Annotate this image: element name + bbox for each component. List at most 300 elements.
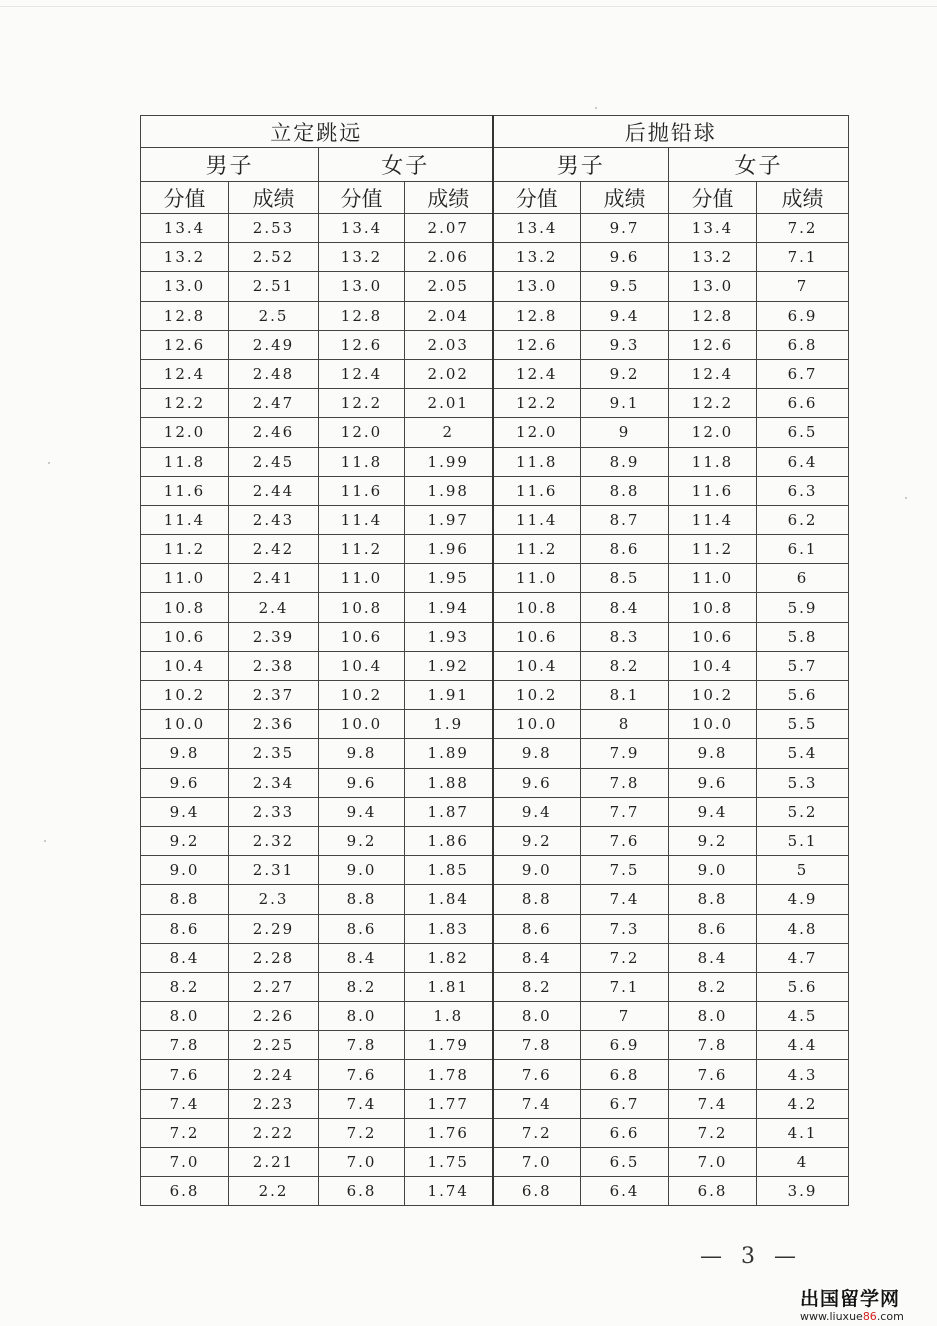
cell-score-value: 9.0 xyxy=(319,856,405,885)
cell-result: 2.03 xyxy=(405,330,493,359)
cell-score-value: 9.0 xyxy=(669,856,757,885)
cell-score-value: 9.8 xyxy=(669,739,757,768)
cell-result: 4.9 xyxy=(757,885,849,914)
cell-result: 4.1 xyxy=(757,1118,849,1147)
cell-score-value: 9.4 xyxy=(669,797,757,826)
cell-score-value: 10.2 xyxy=(141,681,229,710)
cell-score-value: 8.0 xyxy=(669,1002,757,1031)
cell-score-value: 10.8 xyxy=(319,593,405,622)
watermark-url xyxy=(800,1311,930,1322)
cell-result: 9 xyxy=(581,418,669,447)
scan-speck xyxy=(44,840,46,842)
scan-speck xyxy=(595,107,597,109)
cell-score-value: 8.4 xyxy=(141,943,229,972)
table-row xyxy=(141,359,849,388)
cell-score-value: 10.2 xyxy=(669,681,757,710)
cell-result: 2.33 xyxy=(229,797,319,826)
cell-score-value: 12.2 xyxy=(493,389,581,418)
cell-result: 7.5 xyxy=(581,856,669,885)
column-header-score-value: 分值 xyxy=(141,182,229,214)
column-header-result: 成绩 xyxy=(581,182,669,214)
cell-score-value: 12.6 xyxy=(669,330,757,359)
cell-score-value: 7.0 xyxy=(141,1148,229,1177)
table-row xyxy=(141,914,849,943)
cell-score-value: 7.4 xyxy=(141,1089,229,1118)
cell-result: 2.37 xyxy=(229,681,319,710)
cell-score-value: 7.8 xyxy=(493,1031,581,1060)
cell-result: 6.6 xyxy=(757,389,849,418)
cell-score-value: 8.8 xyxy=(493,885,581,914)
cell-result: 1.76 xyxy=(405,1118,493,1147)
cell-score-value: 12.6 xyxy=(141,330,229,359)
cell-score-value: 13.0 xyxy=(669,272,757,301)
cell-result: 2 xyxy=(405,418,493,447)
cell-score-value: 9.2 xyxy=(141,826,229,855)
cell-score-value: 7.0 xyxy=(319,1148,405,1177)
cell-score-value: 7.6 xyxy=(319,1060,405,1089)
cell-score-value: 7.8 xyxy=(319,1031,405,1060)
cell-result: 6.6 xyxy=(581,1118,669,1147)
cell-score-value: 6.8 xyxy=(493,1177,581,1206)
cell-score-value: 10.6 xyxy=(141,622,229,651)
cell-result: 8.8 xyxy=(581,476,669,505)
cell-result: 4.4 xyxy=(757,1031,849,1060)
cell-result: 2.36 xyxy=(229,710,319,739)
cell-score-value: 11.6 xyxy=(493,476,581,505)
cell-score-value: 11.0 xyxy=(141,564,229,593)
cell-result: 6.5 xyxy=(581,1148,669,1177)
cell-result: 2.51 xyxy=(229,272,319,301)
cell-score-value: 12.0 xyxy=(669,418,757,447)
cell-result: 4.2 xyxy=(757,1089,849,1118)
cell-score-value: 8.8 xyxy=(319,885,405,914)
cell-score-value: 10.0 xyxy=(319,710,405,739)
cell-score-value: 13.4 xyxy=(141,214,229,243)
cell-result: 1.88 xyxy=(405,768,493,797)
watermark-url-prefix: www.liuxue xyxy=(800,1310,863,1323)
sex-header-row xyxy=(141,148,849,182)
cell-score-value: 8.0 xyxy=(319,1002,405,1031)
cell-result: 5.8 xyxy=(757,622,849,651)
cell-result: 2.48 xyxy=(229,359,319,388)
cell-result: 2.34 xyxy=(229,768,319,797)
cell-result: 5 xyxy=(757,856,849,885)
cell-score-value: 8.6 xyxy=(319,914,405,943)
cell-result: 6.9 xyxy=(581,1031,669,1060)
table-row xyxy=(141,943,849,972)
cell-score-value: 10.8 xyxy=(669,593,757,622)
cell-score-value: 11.0 xyxy=(319,564,405,593)
cell-score-value: 13.2 xyxy=(319,243,405,272)
cell-result: 2.27 xyxy=(229,972,319,1001)
cell-result: 6.8 xyxy=(581,1060,669,1089)
cell-result: 4.8 xyxy=(757,914,849,943)
cell-score-value: 11.0 xyxy=(493,564,581,593)
table-row xyxy=(141,1031,849,1060)
cell-result: 2.29 xyxy=(229,914,319,943)
cell-score-value: 11.4 xyxy=(493,505,581,534)
cell-score-value: 6.8 xyxy=(669,1177,757,1206)
cell-score-value: 12.6 xyxy=(493,330,581,359)
cell-score-value: 13.2 xyxy=(493,243,581,272)
group-header-backward-shot-throw: 后抛铅球 xyxy=(493,116,849,148)
column-header-row xyxy=(141,182,849,214)
cell-score-value: 9.0 xyxy=(493,856,581,885)
table-row xyxy=(141,739,849,768)
table-row xyxy=(141,564,849,593)
cell-score-value: 12.6 xyxy=(319,330,405,359)
cell-score-value: 7.6 xyxy=(493,1060,581,1089)
cell-result: 8.9 xyxy=(581,447,669,476)
cell-score-value: 7.0 xyxy=(493,1148,581,1177)
cell-score-value: 11.2 xyxy=(141,535,229,564)
cell-result: 7 xyxy=(581,1002,669,1031)
cell-result: 5.3 xyxy=(757,768,849,797)
cell-score-value: 11.4 xyxy=(141,505,229,534)
cell-score-value: 8.2 xyxy=(493,972,581,1001)
table-row xyxy=(141,1118,849,1147)
cell-score-value: 12.8 xyxy=(141,301,229,330)
table-row xyxy=(141,885,849,914)
table-row xyxy=(141,681,849,710)
score-table-body xyxy=(141,214,849,1206)
cell-result: 4 xyxy=(757,1148,849,1177)
cell-score-value: 11.4 xyxy=(319,505,405,534)
column-header-score-value: 分值 xyxy=(493,182,581,214)
cell-result: 2.3 xyxy=(229,885,319,914)
cell-result: 6.7 xyxy=(757,359,849,388)
cell-score-value: 8.4 xyxy=(493,943,581,972)
cell-score-value: 13.0 xyxy=(493,272,581,301)
table-row xyxy=(141,768,849,797)
cell-score-value: 12.2 xyxy=(669,389,757,418)
sex-header-female: 女子 xyxy=(669,148,849,182)
group-header-row xyxy=(141,116,849,148)
table-row xyxy=(141,826,849,855)
cell-score-value: 13.4 xyxy=(493,214,581,243)
table-row xyxy=(141,856,849,885)
cell-result: 2.42 xyxy=(229,535,319,564)
cell-score-value: 10.4 xyxy=(669,651,757,680)
cell-score-value: 12.4 xyxy=(669,359,757,388)
cell-score-value: 10.6 xyxy=(319,622,405,651)
cell-result: 2.05 xyxy=(405,272,493,301)
table-row xyxy=(141,593,849,622)
cell-score-value: 12.2 xyxy=(319,389,405,418)
cell-result: 2.39 xyxy=(229,622,319,651)
cell-score-value: 13.4 xyxy=(669,214,757,243)
cell-result: 7.6 xyxy=(581,826,669,855)
column-header-result: 成绩 xyxy=(229,182,319,214)
table-row xyxy=(141,797,849,826)
cell-result: 5.2 xyxy=(757,797,849,826)
cell-score-value: 7.2 xyxy=(493,1118,581,1147)
cell-score-value: 9.6 xyxy=(141,768,229,797)
cell-score-value: 9.4 xyxy=(319,797,405,826)
cell-result: 1.94 xyxy=(405,593,493,622)
cell-result: 2.45 xyxy=(229,447,319,476)
cell-result: 9.7 xyxy=(581,214,669,243)
cell-score-value: 11.6 xyxy=(669,476,757,505)
cell-score-value: 12.4 xyxy=(141,359,229,388)
cell-result: 6.5 xyxy=(757,418,849,447)
cell-score-value: 13.4 xyxy=(319,214,405,243)
cell-score-value: 11.4 xyxy=(669,505,757,534)
cell-score-value: 12.0 xyxy=(319,418,405,447)
cell-score-value: 9.8 xyxy=(319,739,405,768)
cell-result: 8.2 xyxy=(581,651,669,680)
cell-result: 1.85 xyxy=(405,856,493,885)
table-row xyxy=(141,330,849,359)
table-row xyxy=(141,1177,849,1206)
cell-result: 4.3 xyxy=(757,1060,849,1089)
cell-result: 2.26 xyxy=(229,1002,319,1031)
cell-result: 7.1 xyxy=(757,243,849,272)
cell-result: 6.3 xyxy=(757,476,849,505)
cell-result: 1.82 xyxy=(405,943,493,972)
cell-score-value: 11.8 xyxy=(669,447,757,476)
cell-result: 6.4 xyxy=(581,1177,669,1206)
cell-result: 7.8 xyxy=(581,768,669,797)
cell-score-value: 7.0 xyxy=(669,1148,757,1177)
cell-result: 2.01 xyxy=(405,389,493,418)
table-row xyxy=(141,535,849,564)
cell-score-value: 10.4 xyxy=(493,651,581,680)
table-row xyxy=(141,622,849,651)
cell-result: 1.9 xyxy=(405,710,493,739)
cell-score-value: 8.4 xyxy=(319,943,405,972)
scan-speck xyxy=(48,462,50,464)
watermark-url-accent: 86 xyxy=(862,1310,877,1323)
table-row xyxy=(141,272,849,301)
cell-result: 8.5 xyxy=(581,564,669,593)
cell-score-value: 7.4 xyxy=(319,1089,405,1118)
watermark-url-suffix: .com xyxy=(876,1310,904,1323)
column-header-result: 成绩 xyxy=(757,182,849,214)
cell-score-value: 8.8 xyxy=(669,885,757,914)
cell-score-value: 8.8 xyxy=(141,885,229,914)
score-table xyxy=(140,115,849,1206)
cell-result: 1.98 xyxy=(405,476,493,505)
cell-result: 1.93 xyxy=(405,622,493,651)
sex-header-male: 男子 xyxy=(493,148,669,182)
site-watermark xyxy=(800,1290,930,1322)
cell-score-value: 10.6 xyxy=(669,622,757,651)
cell-score-value: 12.8 xyxy=(493,301,581,330)
cell-score-value: 8.6 xyxy=(141,914,229,943)
cell-result: 2.43 xyxy=(229,505,319,534)
cell-score-value: 7.8 xyxy=(141,1031,229,1060)
table-row xyxy=(141,214,849,243)
cell-result: 7.4 xyxy=(581,885,669,914)
table-row xyxy=(141,710,849,739)
cell-result: 5.6 xyxy=(757,972,849,1001)
cell-result: 1.95 xyxy=(405,564,493,593)
cell-score-value: 7.4 xyxy=(493,1089,581,1118)
cell-result: 1.92 xyxy=(405,651,493,680)
sex-header-female: 女子 xyxy=(319,148,493,182)
cell-result: 6.4 xyxy=(757,447,849,476)
cell-result: 9.3 xyxy=(581,330,669,359)
cell-result: 5.1 xyxy=(757,826,849,855)
cell-score-value: 11.6 xyxy=(319,476,405,505)
table-row xyxy=(141,389,849,418)
table-row xyxy=(141,505,849,534)
cell-result: 2.53 xyxy=(229,214,319,243)
cell-score-value: 8.4 xyxy=(669,943,757,972)
cell-score-value: 13.2 xyxy=(669,243,757,272)
cell-result: 5.4 xyxy=(757,739,849,768)
cell-result: 1.91 xyxy=(405,681,493,710)
cell-result: 9.1 xyxy=(581,389,669,418)
cell-score-value: 10.0 xyxy=(669,710,757,739)
cell-result: 2.06 xyxy=(405,243,493,272)
table-row xyxy=(141,243,849,272)
table-row xyxy=(141,651,849,680)
cell-result: 2.24 xyxy=(229,1060,319,1089)
cell-score-value: 10.8 xyxy=(493,593,581,622)
cell-result: 1.83 xyxy=(405,914,493,943)
cell-result: 7.2 xyxy=(757,214,849,243)
table-row xyxy=(141,1002,849,1031)
cell-score-value: 7.8 xyxy=(669,1031,757,1060)
cell-score-value: 11.8 xyxy=(493,447,581,476)
cell-score-value: 9.8 xyxy=(493,739,581,768)
cell-result: 5.7 xyxy=(757,651,849,680)
cell-result: 2.38 xyxy=(229,651,319,680)
cell-score-value: 10.6 xyxy=(493,622,581,651)
page-number: — 3 — xyxy=(700,1244,802,1269)
table-row xyxy=(141,1089,849,1118)
cell-score-value: 10.0 xyxy=(141,710,229,739)
cell-result: 9.6 xyxy=(581,243,669,272)
cell-result: 6.7 xyxy=(581,1089,669,1118)
cell-result: 2.32 xyxy=(229,826,319,855)
sex-header-male: 男子 xyxy=(141,148,319,182)
cell-score-value: 9.6 xyxy=(669,768,757,797)
cell-result: 6.2 xyxy=(757,505,849,534)
cell-score-value: 8.2 xyxy=(669,972,757,1001)
cell-score-value: 12.0 xyxy=(493,418,581,447)
cell-result: 6.9 xyxy=(757,301,849,330)
cell-score-value: 7.2 xyxy=(669,1118,757,1147)
cell-score-value: 9.6 xyxy=(493,768,581,797)
cell-result: 2.41 xyxy=(229,564,319,593)
cell-score-value: 8.2 xyxy=(141,972,229,1001)
cell-result: 9.2 xyxy=(581,359,669,388)
cell-result: 1.77 xyxy=(405,1089,493,1118)
cell-result: 2.5 xyxy=(229,301,319,330)
column-header-result: 成绩 xyxy=(405,182,493,214)
cell-result: 6.8 xyxy=(757,330,849,359)
scan-speck xyxy=(905,497,907,499)
cell-result: 6.1 xyxy=(757,535,849,564)
cell-result: 3.9 xyxy=(757,1177,849,1206)
cell-result: 2.23 xyxy=(229,1089,319,1118)
cell-score-value: 9.4 xyxy=(141,797,229,826)
cell-result: 8.1 xyxy=(581,681,669,710)
cell-result: 2.44 xyxy=(229,476,319,505)
cell-score-value: 11.0 xyxy=(669,564,757,593)
cell-score-value: 9.8 xyxy=(141,739,229,768)
cell-result: 2.31 xyxy=(229,856,319,885)
cell-score-value: 8.6 xyxy=(493,914,581,943)
cell-score-value: 6.8 xyxy=(319,1177,405,1206)
cell-result: 2.02 xyxy=(405,359,493,388)
cell-score-value: 8.2 xyxy=(319,972,405,1001)
cell-result: 1.86 xyxy=(405,826,493,855)
cell-result: 9.4 xyxy=(581,301,669,330)
cell-score-value: 8.0 xyxy=(493,1002,581,1031)
cell-result: 1.99 xyxy=(405,447,493,476)
cell-score-value: 13.0 xyxy=(141,272,229,301)
cell-result: 8.3 xyxy=(581,622,669,651)
cell-result: 8.7 xyxy=(581,505,669,534)
table-row xyxy=(141,1060,849,1089)
cell-result: 1.81 xyxy=(405,972,493,1001)
cell-score-value: 10.8 xyxy=(141,593,229,622)
cell-score-value: 11.2 xyxy=(319,535,405,564)
cell-score-value: 9.6 xyxy=(319,768,405,797)
cell-score-value: 7.4 xyxy=(669,1089,757,1118)
cell-result: 8 xyxy=(581,710,669,739)
cell-score-value: 7.2 xyxy=(141,1118,229,1147)
cell-result: 7.2 xyxy=(581,943,669,972)
cell-score-value: 10.4 xyxy=(319,651,405,680)
cell-result: 1.74 xyxy=(405,1177,493,1206)
cell-score-value: 7.6 xyxy=(141,1060,229,1089)
cell-result: 2.52 xyxy=(229,243,319,272)
cell-score-value: 13.2 xyxy=(141,243,229,272)
cell-result: 2.25 xyxy=(229,1031,319,1060)
group-header-standing-long-jump: 立定跳远 xyxy=(141,116,493,148)
cell-score-value: 11.6 xyxy=(141,476,229,505)
cell-score-value: 11.8 xyxy=(141,447,229,476)
cell-result: 2.2 xyxy=(229,1177,319,1206)
cell-score-value: 8.6 xyxy=(669,914,757,943)
cell-result: 8.6 xyxy=(581,535,669,564)
table-row xyxy=(141,447,849,476)
cell-result: 2.4 xyxy=(229,593,319,622)
cell-score-value: 12.4 xyxy=(493,359,581,388)
table-row xyxy=(141,1148,849,1177)
cell-result: 4.7 xyxy=(757,943,849,972)
cell-result: 7 xyxy=(757,272,849,301)
cell-score-value: 10.2 xyxy=(319,681,405,710)
cell-score-value: 9.2 xyxy=(319,826,405,855)
cell-score-value: 12.2 xyxy=(141,389,229,418)
cell-result: 2.35 xyxy=(229,739,319,768)
cell-result: 2.04 xyxy=(405,301,493,330)
cell-score-value: 11.2 xyxy=(493,535,581,564)
cell-result: 7.3 xyxy=(581,914,669,943)
cell-score-value: 7.2 xyxy=(319,1118,405,1147)
cell-result: 7.7 xyxy=(581,797,669,826)
cell-score-value: 8.0 xyxy=(141,1002,229,1031)
cell-result: 2.22 xyxy=(229,1118,319,1147)
table-row xyxy=(141,418,849,447)
cell-result: 5.5 xyxy=(757,710,849,739)
cell-result: 6 xyxy=(757,564,849,593)
cell-result: 2.28 xyxy=(229,943,319,972)
cell-result: 1.84 xyxy=(405,885,493,914)
cell-result: 2.49 xyxy=(229,330,319,359)
cell-score-value: 12.4 xyxy=(319,359,405,388)
cell-score-value: 11.2 xyxy=(669,535,757,564)
watermark-site-name: 出国留学网 xyxy=(800,1288,901,1310)
cell-result: 9.5 xyxy=(581,272,669,301)
cell-score-value: 7.6 xyxy=(669,1060,757,1089)
